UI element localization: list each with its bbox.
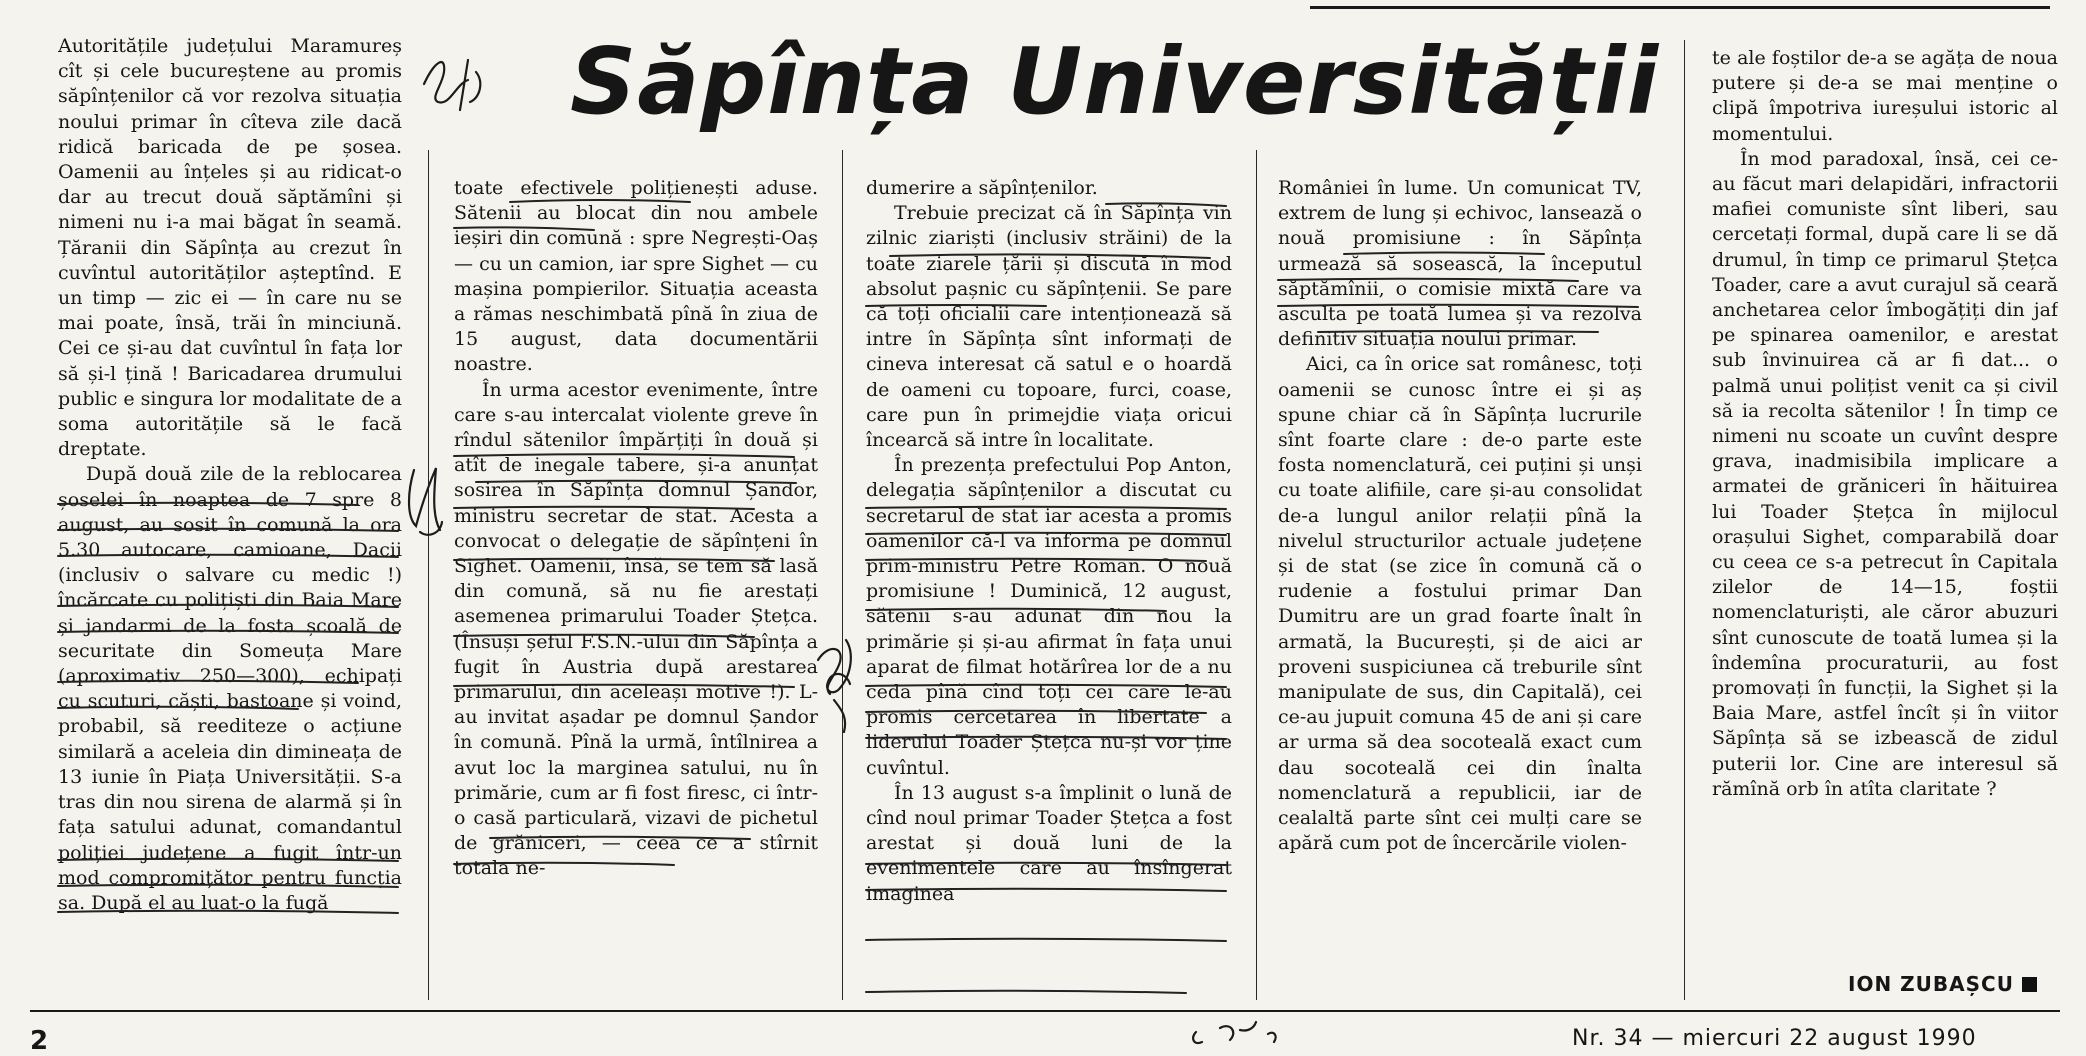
margin-scribble xyxy=(1193,1022,1275,1043)
paragraph: În mod paradoxal, însă, cei ce-au făcut mari delapidări, infractorii mafiei comuniste sînt liberi, sau cercetați formal, după care li se dă drumul, în timp ce primarul Ștețca Toader, care a avut curajul să ceară anchetarea celor îmbogățiți din jaf pe spinarea oamenilor, e arestat sub învinuirea că ar fi dat... o palmă unui polițist venit ca și civil să ia recolta sătenilor ! În timp ce nimeni nu scoate un cuvînt despre grava, inadmisibila implicare a armatei de grăniceri în hăituirea lui Toader Ștețca în mijlocul orașului Sighet, comparabilă doar cu ceea ce s-a petrecut în Capitala zilelor de 14—15, foștii nomenclaturiști, ale căror abuzuri sînt cunoscute de toată lumea și la îndemîna procuraturii, au fost promovați în funcții, la Sighet și la Baia Mare, astfel încît și în viitor Săpînța să se izbească de zidul puterii lor. Cine are interesul să rămînă orb în atîta claritate ? xyxy=(1712,147,2058,800)
paragraph: În 13 august s-a împlinit o lună de cînd noul primar Toader Ștețca a fost arestat și două luni de la evenimentele care au însîngerat imaginea xyxy=(866,781,1232,905)
bottom-rule xyxy=(30,1010,2060,1012)
article-column-3 xyxy=(866,176,1232,998)
paragraph: Autoritățile județului Maramureș cît și cele bucureștene au promis săpînțenilor că vor rezolva situația noului primar în cîteva zile dacă ridică baricada de pe șosea. Oamenii au înțeles și au ridicat-o dar au trecut două săptămîni și nimeni nu i-a mai băgat în seamă. Țăranii din Săpînța au crezut în cuvîntul autorităților așteptînd. E un timp — zic ei — în care nu se mai poate, însă, trăi în minciună. Cei ce și-au dat cuvîntul în fața lor să și-l țină ! Baricadarea drumului public e singura lor modalitate de a soma autoritățile să le facă dreptate. xyxy=(58,35,402,461)
article-column-5 xyxy=(1712,46,2058,996)
paragraph: toate efectivele polițienești aduse. Sătenii au blocat din nou ambele ieșiri din comună : spre Negrești-Oaș — cu un camion, iar spre Sighet — cu mașina pompierilor. Situația aceasta a rămas neschimbată pînă în ziua de 15 august, data documentării noastre. xyxy=(454,177,818,376)
paragraph: După două zile de la reblocarea șoselei în noaptea de 7 spre 8 august, au sosit în comună la ora 5.30 autocare, camioane, Dacii (inclusiv o salvare cu medic !) încărcate cu polițiști din Baia Mare și jandarmi de la fosta școală de securitate din Someuța Mare (aproximativ 250—300), echipați cu scuturi, căști, bastoane și voind, probabil, să reediteze o acțiune similară a aceleia din dimineața de 13 iunie în Piața Universității. S-a tras din nou sirena de alarmă și în fața satului adunat, comandantul poliției județene a fugit într-un mod compromițător pentru funcția sa. După el au luat-o la fugă xyxy=(58,463,402,914)
article-column-2 xyxy=(454,176,818,998)
margin-scribble xyxy=(424,60,480,110)
paragraph: În urma acestor evenimente, între care s-au intercalat violente greve în rîndul sătenilor împărțiți în două și atît de inegale tabere, și-a anunțat sosirea în Săpînța domnul Șandor, ministru secretar de stat. Acesta a convocat o delegație de săpînțeni în Sighet. Oamenii, însă, se tem să lasă din comună, să nu fie arestați asemenea primarului Toader Ștețca. (Însuși șeful F.S.N.-ului din Săpînța a fugit în Austria după arestarea primarului, din aceleași motive !). L-au invitat așadar pe domnul Șandor în comună. Pînă la urmă, întîlnirea a avut loc la marginea satului, nu în primărie, cum ar fi fost firesc, ci într-o casă particulară, vizavi de pichetul de grăniceri, — ceea ce a stîrnit totala ne- xyxy=(454,378,818,880)
paragraph: te ale foștilor de-a se agăța de noua putere și de-a se mai menține o clipă împotriva iureșului istoric al momentului. xyxy=(1712,47,2058,145)
top-rule xyxy=(1310,6,2050,9)
column-divider xyxy=(1684,40,1685,1000)
article-column-1 xyxy=(58,34,402,998)
issue-line: Nr. 34 — miercuri 22 august 1990 xyxy=(1572,1026,1977,1051)
column-divider xyxy=(1256,150,1257,1000)
author-name: ION ZUBAȘCU xyxy=(1848,972,2014,996)
paragraph: În prezența prefectului Pop Anton, delegația săpînțenilor a discutat cu secretarul de stat iar acesta a promis oamenilor că-l va informa pe domnul prim-ministru Petre Roman. O nouă promisiune ! Duminică, 12 august, sătenii s-au adunat din nou la primărie și și-au afirmat în fața unui aparat de filmat hotărîrea lor de a nu ceda pînă cînd toți cei care le-au promis cercetarea în libertate a liderului Toader Ștețca nu-și vor ține cuvîntul. xyxy=(866,454,1232,779)
paragraph: Trebuie precizat că în Săpînța vin zilnic ziariști (inclusiv străini) de la toate ziarele țării și discută în mod absolut pașnic cu săpînțenii. Se pare că toți oficialii care intenționează să intre în Săpînța sînt informați de cineva interesat că satul e o hoardă de oameni cu topoare, furci, coase, care pun în primejdie viața oricui încearcă să intre în localitate. xyxy=(866,202,1232,452)
column-divider xyxy=(842,150,843,1000)
headline: Săpînța Universității xyxy=(570,28,1660,135)
paragraph: dumerire a săpînțenilor. xyxy=(866,177,1098,199)
author-byline xyxy=(1848,972,2037,996)
paragraph: României în lume. Un comunicat TV, extrem de lung și echivoc, lansează o nouă promisiune : în Săpînța urmează să sosească, la începutul săptămînii, o comisie mixtă care va asculta pe toată lumea și va rezolva definitiv situația noului primar. xyxy=(1278,177,1642,351)
paragraph: Aici, ca în orice sat românesc, toți oamenii se cunosc între ei și aș spune chiar că în Săpînța lucrurile sînt foarte clare : de-o parte este fosta nomenclatură, cei puțini și unși cu toate alifiile, care și-au consolidat de-a lungul anilor relații pînă la nivelul structurilor actuale județene și de stat (se zice în comună că o rudenie a fostului primar Dan Dumitru are un grad foarte înalt în armată, la București, și de aici ar proveni suspiciunea că treburile sînt manipulate de sus, din Capitală), cei ce-au jupuit comuna 45 de ani și care ar urma să dea socoteală exact cum dau socoteală cei din înalta nomenclatură a republicii, iar de cealaltă parte sînt cei mulți care se apără cum pot de încercările violen- xyxy=(1278,353,1642,855)
margin-scribble xyxy=(409,468,442,535)
article-column-4 xyxy=(1278,176,1642,998)
column-divider xyxy=(428,150,429,1000)
margin-scribble xyxy=(818,640,851,732)
end-mark-icon xyxy=(2022,977,2037,992)
page-number: 2 xyxy=(30,1026,49,1056)
